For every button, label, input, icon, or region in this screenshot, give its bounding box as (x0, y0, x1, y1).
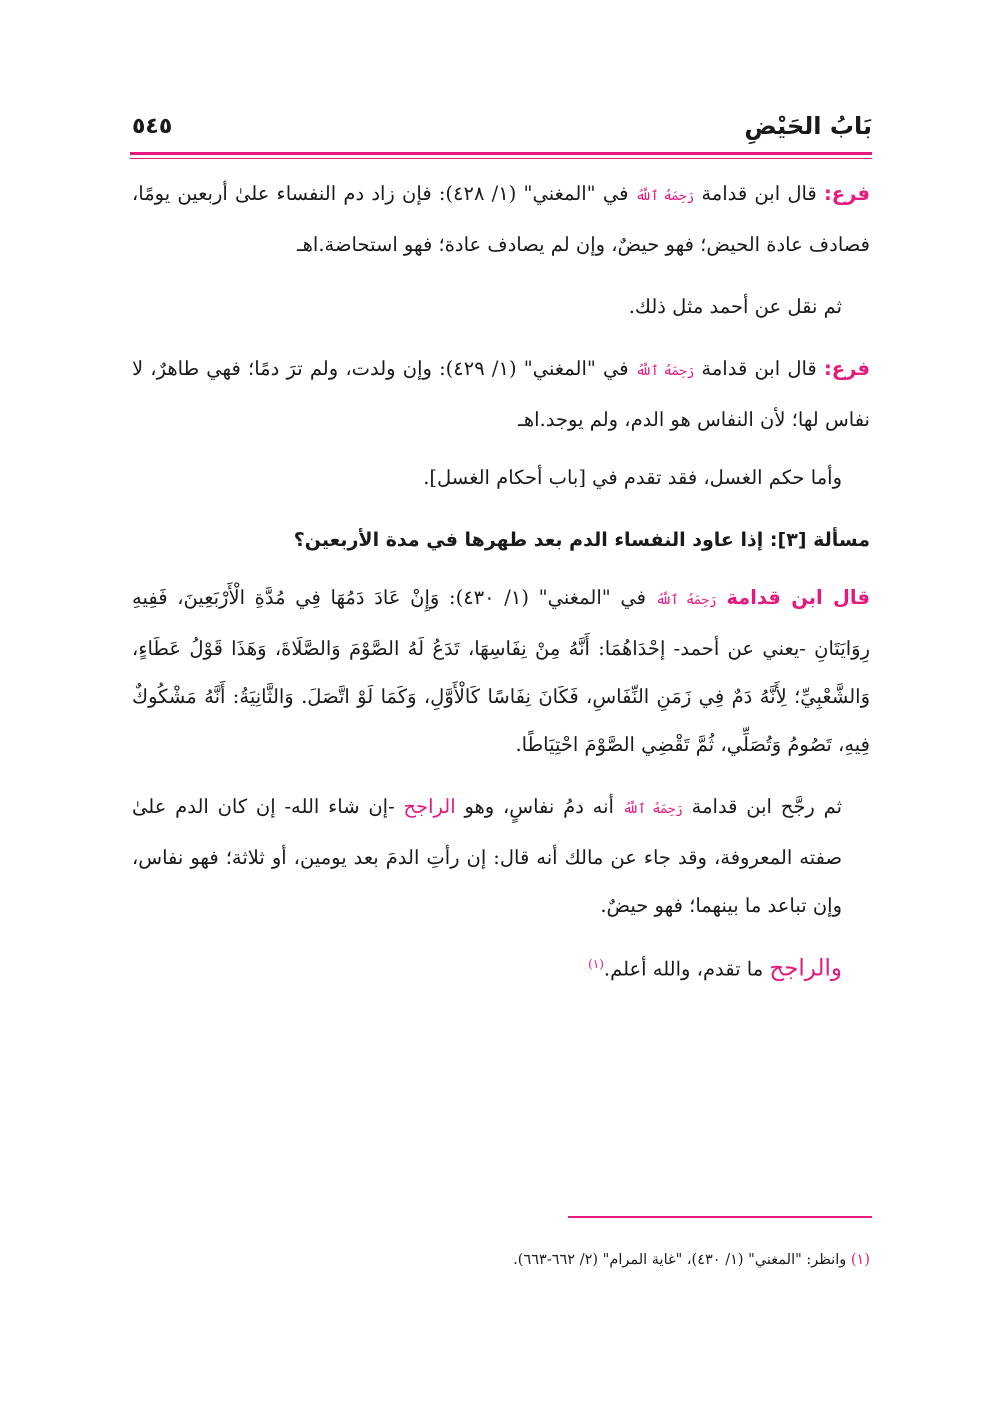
footnote-number: (١) (850, 1252, 870, 1268)
branch-label: فرع: (823, 357, 870, 380)
paragraph-conclusion (132, 940, 870, 994)
footnote (132, 1246, 870, 1274)
body-text (132, 170, 870, 994)
quote-label: قال ابن قدامة (726, 586, 871, 609)
paragraph-branch-1 (132, 170, 870, 269)
footnote-rule (568, 1216, 872, 1218)
issue-heading (132, 516, 870, 564)
text-segment: قال ابن قدامة (701, 357, 817, 380)
chapter-title: بَابُ الحَيْضِ (744, 112, 872, 140)
page-header (130, 112, 872, 152)
issue-label: مسألة [٣]: (769, 529, 870, 551)
paragraph-preference (132, 783, 870, 930)
rajih-term: والراجح (769, 955, 842, 982)
text-segment: ثم رجَّح ابن قدامة (691, 795, 843, 818)
page-number: ٥٤٥ (132, 114, 173, 139)
paragraph-quote (132, 574, 870, 769)
footnote-text: وانظر: "المغني" (١/ ٤٣٠)، "غاية المرام" (٢/ ٦٦٢-٦٦٣). (513, 1252, 847, 1268)
text-segment: في "المغني" (١/ ٤٣٠): وَإِنْ عَادَ دَمُهَا فِي مُدَّةِ الْأَرْبَعِينَ، فَفِيهِ رِوَايَتَانِ -يعني عن أحمد- إحْدَاهُمَا: أَنَّهُ مِنْ نِفَاسِهَا، تَدَعُ لَهُ الصَّوْمَ وَالصَّلَاةَ، وَهَذَا قَوْلُ عَطَاءٍ، وَالشَّعْبِيِّ؛ لِأَنَّهُ دَمٌ فِي زَمَنِ النِّفَاسِ، فَكَانَ نِفَاسًا كَالْأَوَّلِ، وَكَمَا لَوْ اتَّصَلَ. وَالثَّانِيَةُ: أَنَّهُ مَشْكُوكٌ فِيهِ، تَصُومُ وَتُصَلِّي، ثُمَّ تَقْضِي الصَّوْمَ احْتِيَاطًا. (132, 586, 870, 756)
honorific: رَحِمَهُ ٱللَّهُ (635, 189, 695, 204)
text-segment: في "المغني" (١/ ٤٢٨): فإن زاد دم النفساء علىٰ أربعين يومًا، فصادف عادة الحيض؛ فهو حيضٌ، وإن لم يصادف عادة؛ فهو استحاضة.اهـ (132, 182, 870, 256)
honorific: رَحِمَهُ ٱللَّهُ (635, 364, 695, 379)
text-segment: في "المغني" (١/ ٤٢٩): وإن ولدت، ولم ترَ دمًا؛ فهي طاهرٌ، لا نفاس لها؛ لأن النفاس هو الدم، ولم يوجد.اهـ (132, 357, 870, 431)
issue-title: إذا عاود النفساء الدم بعد طهرها في مدة الأربعين؟ (293, 529, 764, 551)
branch-label: فرع: (823, 182, 871, 205)
text-segment: قال ابن قدامة (701, 182, 817, 205)
footnote-ref: (١) (588, 957, 604, 971)
honorific: رَحِمَهُ ٱللَّهُ (622, 802, 683, 817)
text-segment: أنه دمُ نفاسٍ، وهو (464, 795, 614, 818)
paragraph-ghusl: وأما حكم الغسل، فقد تقدم في [باب أحكام الغسل]. (423, 466, 842, 489)
header-rule-thick (130, 152, 872, 155)
text-segment: ما تقدم، والله أعلم. (603, 957, 764, 981)
paragraph-branch-2 (132, 345, 870, 444)
paragraph-transmission: ثم نقل عن أحمد مثل ذلك. (628, 295, 842, 318)
header-rule-thin (130, 158, 872, 159)
text-segment: -إن شاء الله- إن كان الدم علىٰ صفته المعروفة، وقد جاء عن مالك أنه قال: إن رأتِ الدمَ بعد يومين، أو ثلاثة؛ فهو نفاس، وإن تباعد ما بينهما؛ فهو حيضٌ. (132, 795, 842, 917)
honorific: رَحِمَهُ ٱللَّهُ (655, 593, 717, 608)
rajih-term: الراجح (403, 795, 456, 818)
